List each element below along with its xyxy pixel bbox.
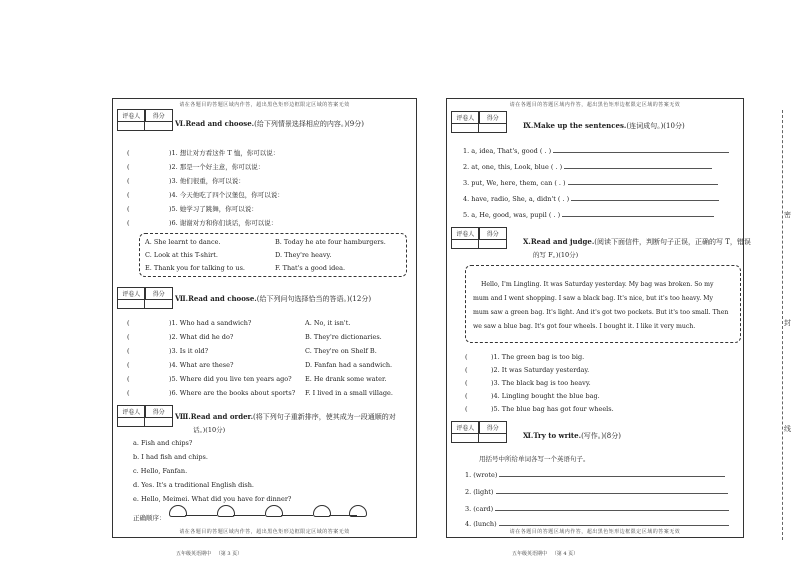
right-page bbox=[446, 98, 751, 538]
s6-option: C. Look at this T-shirt. bbox=[145, 251, 218, 259]
s7-item: ( )4. What are these? bbox=[127, 361, 234, 369]
s8-item: b. I had fish and chips. bbox=[133, 453, 208, 461]
rail-mark: 线 bbox=[784, 425, 791, 433]
s11-item: 3. (card) bbox=[465, 505, 729, 513]
section-9-title: Ⅸ.Make up the sentences.(连词成句。)(10分) bbox=[523, 121, 685, 130]
s7-answer: D. Fanfan had a sandwich. bbox=[305, 361, 393, 369]
reading-passage-box bbox=[465, 265, 741, 343]
s6-item: ( )5. 她学习了跳舞，你可以说： bbox=[127, 205, 258, 213]
order-label: 正确顺序： bbox=[133, 514, 166, 522]
s9-item: 2. at, one, this, Look, blue ( . ) bbox=[463, 163, 712, 171]
section-11-title: Ⅺ.Try to write.(写作。)(8分) bbox=[523, 431, 621, 440]
passage-line: mum saw a green bag. It's light. And it's got two pockets. But it's too small. Then bbox=[473, 309, 729, 316]
s10-item: ( )4. Lingling bought the blue bag. bbox=[465, 392, 600, 400]
passage-line: mum and I went shopping. I saw a black bag. It's nice, but it's too heavy. My bbox=[473, 295, 713, 302]
s6-item: ( )1. 想让对方看这件 T 恤，你可以说： bbox=[127, 149, 280, 157]
s8-item: c. Hello, Fanfan. bbox=[133, 467, 188, 475]
s7-answer: B. They're dictionaries. bbox=[305, 333, 382, 341]
section-8-title: Ⅷ.Read and order.(将下列句子重新排序，使其成为一段通顺的对 bbox=[175, 412, 396, 421]
s6-item: ( )4. 今天他吃了四个汉堡包，你可以说： bbox=[127, 191, 284, 199]
writing-line[interactable] bbox=[499, 525, 729, 526]
s11-item: 1. (wrote) bbox=[465, 471, 725, 479]
passage-line: Hello, I'm Lingling. It was Saturday yesterday. My bag was broken. So my bbox=[481, 281, 714, 288]
binding-rail bbox=[782, 110, 783, 540]
s6-item: ( )3. 他们很重，你可以说： bbox=[127, 177, 245, 185]
left-top-banner: 请在各题目的答题区域内作答，超出黑色矩形边框限定区域的答案无效 bbox=[179, 102, 350, 108]
s6-option: A. She learnt to dance. bbox=[145, 238, 221, 246]
score-box-11: 评卷人 得分 bbox=[451, 421, 507, 443]
answer-line[interactable] bbox=[562, 216, 714, 217]
rail-mark: 密 bbox=[784, 211, 791, 219]
s7-answer: A. No, it isn't. bbox=[305, 319, 351, 327]
section-10-title: Ⅹ.Read and judge.(阅读下面信件，判断句子正误，正确的写 T，错误 bbox=[523, 237, 751, 246]
s6-option: B. Today he ate four hamburgers. bbox=[275, 238, 386, 246]
score-box-7: 评卷人 得分 bbox=[117, 287, 173, 309]
rail-mark: 封 bbox=[784, 319, 791, 327]
answer-line[interactable] bbox=[564, 168, 712, 169]
s7-answer: C. They're on Shelf B. bbox=[305, 347, 377, 355]
s10-item: ( )2. It was Saturday yesterday. bbox=[465, 366, 590, 374]
s10-item: ( )1. The green bag is too big. bbox=[465, 353, 585, 361]
s9-item: 5. a, He, good, was, pupil ( . ) bbox=[463, 211, 714, 219]
section-8-note-cont: 话。)(10分) bbox=[193, 426, 226, 434]
writing-line[interactable] bbox=[495, 510, 729, 511]
s6-item: ( )6. 谢谢对方和你们谈话，你可以说： bbox=[127, 219, 278, 227]
right-bottom-banner: 请在各题目的答题区域内作答，超出黑色矩形边框限定区域的答案无效 bbox=[509, 529, 681, 535]
s6-item: ( )2. 那是一个好主意，你可以说： bbox=[127, 163, 265, 171]
order-slot[interactable] bbox=[349, 505, 367, 517]
score-box-10: 评卷人 得分 bbox=[451, 227, 507, 249]
s6-option: F. That's a good idea. bbox=[275, 264, 346, 272]
s9-item: 4. have, radio, She, a, didn't ( . ) bbox=[463, 195, 719, 203]
score-box-8: 评卷人 得分 bbox=[117, 405, 173, 427]
s6-option: E. Thank you for talking to us. bbox=[145, 264, 245, 272]
s7-item: ( )6. Where are the books about sports? bbox=[127, 389, 296, 397]
s11-item: 4. (lunch) bbox=[465, 520, 729, 528]
s7-item: ( )5. Where did you live ten years ago? bbox=[127, 375, 292, 383]
right-top-banner: 请在各题目的答题区域内作答，超出黑色矩形边框限定区域的答案无效 bbox=[509, 102, 681, 108]
left-bottom-banner: 请在各题目的答题区域内作答，超出黑色矩形边框限定区域的答案无效 bbox=[179, 529, 350, 535]
s7-answer: E. He drank some water. bbox=[305, 375, 387, 383]
s8-item: d. Yes. It's a traditional English dish. bbox=[133, 481, 254, 489]
answer-line[interactable] bbox=[568, 184, 718, 185]
s7-item: ( )2. What did he do? bbox=[127, 333, 234, 341]
writing-line[interactable] bbox=[499, 476, 725, 477]
score-box-9: 评卷人 得分 bbox=[451, 111, 507, 133]
section-6-title: Ⅵ.Read and choose.(给下列情景选择相应的内容。)(9分) bbox=[175, 119, 364, 128]
left-page bbox=[112, 98, 417, 538]
s11-item: 2. (light) bbox=[465, 488, 728, 496]
s7-item: ( )3. Is it old? bbox=[127, 347, 209, 355]
order-answer-slots[interactable] bbox=[169, 505, 365, 525]
s8-item: e. Hello, Meimei. What did you have for dinner? bbox=[133, 495, 292, 503]
right-footer: 五年级英语期中 （第 4 页） bbox=[512, 551, 579, 557]
answer-line[interactable] bbox=[553, 152, 729, 153]
left-footer: 五年级英语期中 （第 3 页） bbox=[176, 551, 243, 557]
s11-instruction: 用括号中所给单词各写一个英语句子。 bbox=[479, 455, 590, 463]
section-7-title: Ⅶ.Read and choose.(给下列问句选择恰当的答语。)(12分) bbox=[175, 294, 372, 303]
s9-item: 3. put, We, here, them, can ( . ) bbox=[463, 179, 718, 187]
s7-answer: F. I lived in a small village. bbox=[305, 389, 393, 397]
s7-item: ( )1. Who had a sandwich? bbox=[127, 319, 252, 327]
score-box-6: 评卷人 得分 bbox=[117, 109, 173, 131]
passage-line: we saw a blue bag. It's got four wheels. I bought it. I like it very much. bbox=[473, 323, 696, 330]
writing-line[interactable] bbox=[496, 493, 728, 494]
s10-item: ( )3. The black bag is too heavy. bbox=[465, 379, 591, 387]
s8-item: a. Fish and chips? bbox=[133, 439, 193, 447]
answer-line[interactable] bbox=[571, 200, 719, 201]
s6-option: D. They're heavy. bbox=[275, 251, 332, 259]
s9-item: 1. a, idea, That's, good ( . ) bbox=[463, 147, 729, 155]
s10-item: ( )5. The blue bag has got four wheels. bbox=[465, 405, 614, 413]
section-10-note-cont: 的写 F。)(10分) bbox=[533, 251, 579, 259]
